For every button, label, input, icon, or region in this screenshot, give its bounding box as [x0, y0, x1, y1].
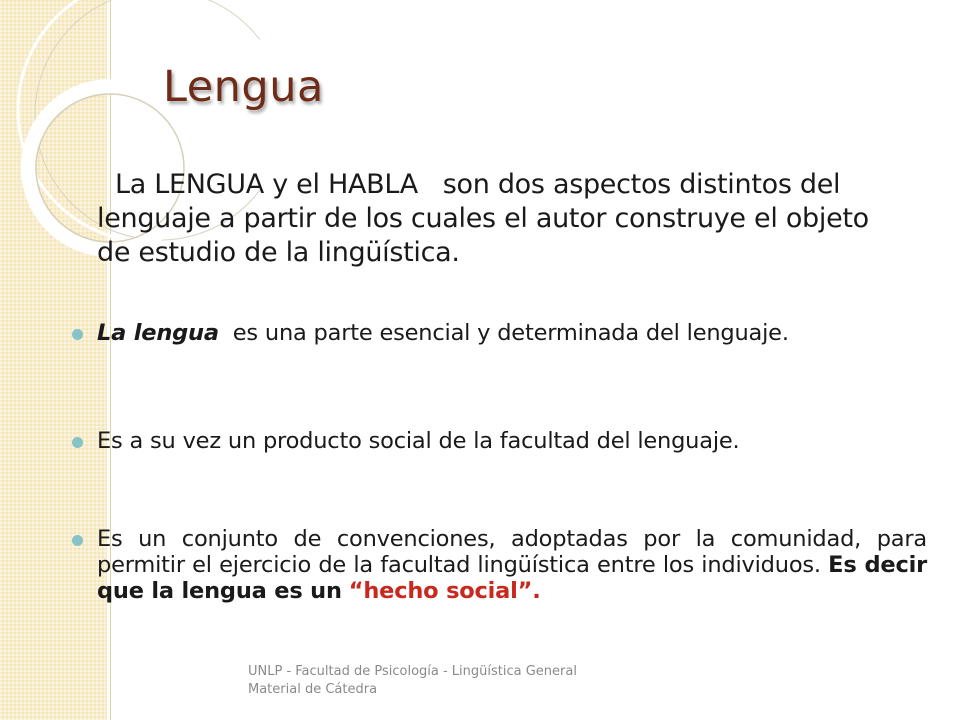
bullet-text: Es un conjunto de convenciones, adoptadas por la comunidad, para permitir el ejercicio de la facultad lingüística entre los individuos. — [97, 526, 927, 578]
footer — [248, 663, 608, 699]
bullet-item — [72, 320, 927, 346]
slide-title: Lengua — [163, 62, 324, 112]
bullet-emphasis: La lengua — [97, 320, 219, 346]
bullet-text: Es a su vez un producto social de la facultad del lenguaje. — [97, 428, 740, 454]
bullet-dot-icon — [72, 329, 83, 340]
bullet-bold-text: Es decir que la lengua es un — [97, 552, 927, 604]
intro-paragraph — [97, 168, 877, 270]
intro-lead: La LENGUA y el HABLA — [115, 169, 418, 200]
bullet-dot-icon — [72, 437, 83, 448]
bullet-text: es una parte esencial y determinada del lenguaje. — [232, 320, 789, 346]
bullet-dot-icon — [72, 535, 83, 546]
bullet-item — [72, 526, 927, 604]
footer-line-2: Material de Cátedra — [248, 682, 378, 697]
bullet-highlight-text: “hecho social”. — [348, 578, 541, 604]
footer-line-1: UNLP - Facultad de Psicología - Lingüística General — [248, 664, 577, 679]
bullet-item — [72, 428, 927, 454]
bullet-list — [72, 320, 927, 604]
intro-rest: son dos aspectos distintos del lenguaje a partir de los cuales el autor construye el objeto de estudio de la lingüística. — [97, 169, 869, 268]
